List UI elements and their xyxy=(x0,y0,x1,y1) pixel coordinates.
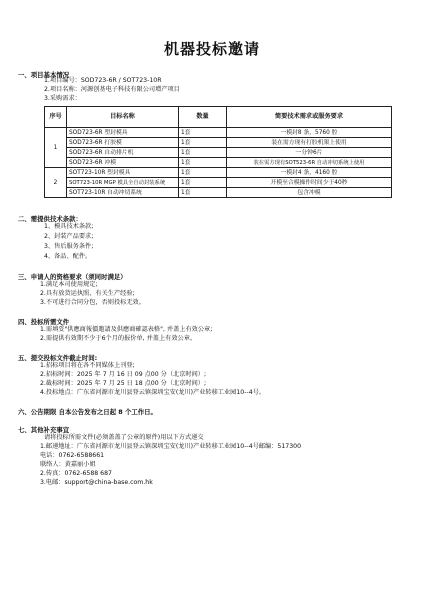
procurement-table xyxy=(44,106,392,198)
document-title: 机器投标邀请 xyxy=(163,40,260,58)
table-row xyxy=(45,188,392,198)
col-header-no: 序号 xyxy=(45,107,67,128)
section-7-heading: 七、其他补充事宜 xyxy=(18,426,70,434)
section-2-heading: 二、需提供技术条款： xyxy=(18,215,82,223)
item-requirement: 一模封8 条，5760 腔 xyxy=(227,128,392,138)
contact-person: 联络人：黄嘉丽小姐 xyxy=(40,461,96,468)
item-qty: 1套 xyxy=(179,158,227,168)
procurement-needs: 3.采购需求： xyxy=(44,95,81,102)
item-name: SOT723-10R 自动冲切系统 xyxy=(67,188,179,198)
mailing-address: 1.邮递地址：广东省河源市龙川县登云镇深圳宝安(龙川)产业转移工业园10-‐4号邮编：517300 xyxy=(40,443,301,450)
project-name: 2.项目名称：河源创基电子科技有限公司增产项目 xyxy=(44,86,180,93)
deadline-line-1: 1.招标项目将在各不同媒体上刊登; xyxy=(40,362,135,369)
table-row xyxy=(45,138,392,148)
qualification-2: 2.具有放货运执照，有关生产经验; xyxy=(40,290,135,297)
item-requirement: 一分钟6片 xyxy=(227,148,392,158)
table-row xyxy=(45,128,392,138)
project-number: 1.项目编号：SOD723-6R / SOT723-10R xyxy=(44,77,162,84)
col-header-requirements: 简要技术需求或服务要求 xyxy=(227,107,392,128)
item-qty: 1套 xyxy=(179,168,227,178)
item-name: SOD723-6R 冲模 xyxy=(67,158,179,168)
required-doc-2: 2.需提供有效期不少于6个月的报价单, 并盖上有效公章。 xyxy=(40,335,197,342)
tech-clause-4: 4、备品、配件。 xyxy=(44,253,92,260)
item-requirement: 一模封4 条，4160 腔 xyxy=(227,168,392,178)
item-qty: 1套 xyxy=(179,138,227,148)
email: 3.电邮：support@china-base.com.hk xyxy=(40,479,153,486)
tech-clause-1: 1、模具技术条款; xyxy=(44,223,94,230)
qualification-1: 1.满足本司使用规定; xyxy=(40,281,98,288)
table-row xyxy=(45,168,392,178)
table-row xyxy=(45,158,392,168)
item-requirement: 包含冲模 xyxy=(227,188,392,198)
qualification-3: 3.不可进行合同分包，否则投标无效。 xyxy=(40,299,145,306)
bid-close-time: 2.截标时间：2025 年 7 月 25 日 18 点00 分（北京时间）; xyxy=(40,380,207,387)
item-qty: 1套 xyxy=(179,178,227,188)
item-requirement: 装在需方现有SOT523-6R 自动冲切系统上使用 xyxy=(227,158,392,168)
section-3-heading: 三、申请人的资格要求（须同时满足） xyxy=(18,273,127,281)
item-name: SOD723-6R 自动排片机 xyxy=(67,148,179,158)
table-row xyxy=(45,148,392,158)
bid-start-time: 2.招标时间：2025 年 7 月 16 日 09 点00 分（北京时间）; xyxy=(40,371,207,378)
table-row xyxy=(45,178,392,188)
item-name: SOD723-6R 打胶模 xyxy=(67,138,179,148)
section-1-heading: 一、项目基本情况 xyxy=(18,71,70,79)
table-header-row xyxy=(45,107,392,128)
tech-clause-3: 3、售后服务条件; xyxy=(44,243,94,250)
col-header-qty: 数量 xyxy=(179,107,227,128)
group-number: 1 xyxy=(45,128,67,168)
col-header-name: 目标名称 xyxy=(67,107,179,128)
section-4-heading: 四、投标所需文件 xyxy=(18,318,70,326)
item-name: SOD723-6R 塑封模具 xyxy=(67,128,179,138)
section-5-heading: 五、提交投标文件截止时间: xyxy=(18,354,98,362)
item-requirement: 装在需方现有打胶机架上使用 xyxy=(227,138,392,148)
item-qty: 1套 xyxy=(179,188,227,198)
item-qty: 1套 xyxy=(179,148,227,158)
submission-instruction: 请将投标所需文件(必须盖盖了公章的原件)用以下方式递交 xyxy=(44,434,204,441)
tech-clause-2: 2、封装产品要求; xyxy=(44,233,94,240)
item-name: SOT723-10R MGP 模具全自动封装系统 xyxy=(67,178,179,188)
section-6-heading: 六、公告期限 自本公告发布之日起 8 个工作日。 xyxy=(18,408,157,416)
item-name: SOT723-10R 塑封模具 xyxy=(67,168,179,178)
phone: 电话：0762-6588661 xyxy=(40,452,105,459)
fax: 2.传真：0762-6588 687 xyxy=(40,470,112,477)
required-doc-1: 1.需填妥"供應商報價邀請及供應商確認表格", 并盖上有效公章; xyxy=(40,326,213,333)
bid-location: 4.投标地点：广东省河源市龙川县登云镇深圳宝安(龙川)产业转移工业园10-‐4号。 xyxy=(40,389,266,396)
item-requirement: 开模至合模操作时间少于40秒 xyxy=(227,178,392,188)
group-number: 2 xyxy=(45,168,67,198)
item-qty: 1套 xyxy=(179,128,227,138)
